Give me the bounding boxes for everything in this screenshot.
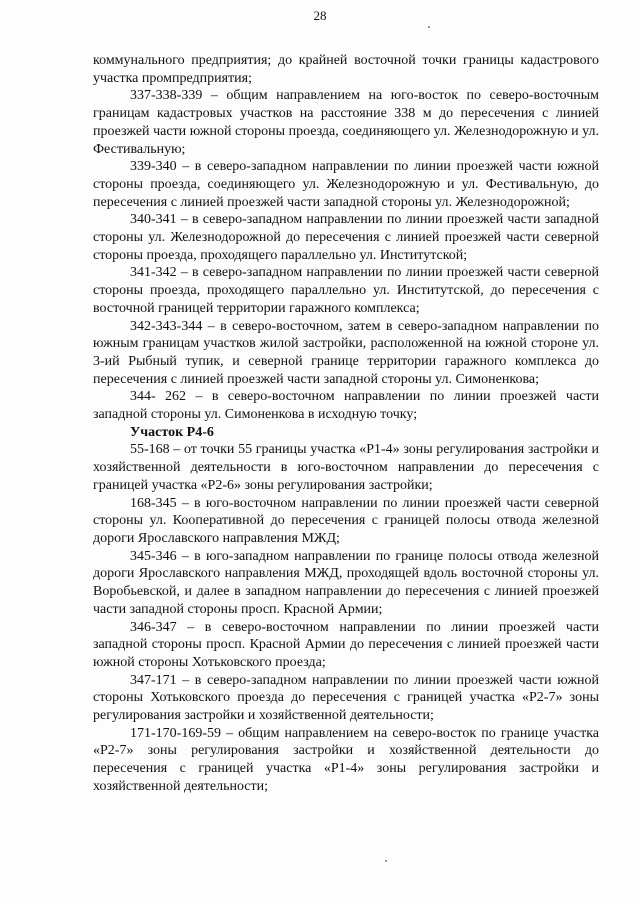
paragraph: 337-338-339 – общим направлением на юго-восток по северо-восточным границам кадастровых участков на расстояние 338 м до пересечения с линией проезжей части южной стороны проезда, соединяющего ул. Железнодорожную и ул. Фестивальную; <box>93 88 599 157</box>
page-number: 28 <box>313 8 327 23</box>
paragraph: 344- 262 – в северо-восточном направлении по линии проезжей части западной стороны ул. Симоненкова в исходную точку; <box>93 389 599 423</box>
paragraph: 339-340 – в северо-западном направлении по линии проезжей части южной стороны проезда, соединяющего ул. Железнодорожную и ул. Фестивальную, до пересечения с линией проезжей части западной стороны ул. Железнодорожной; <box>93 159 599 210</box>
paragraph: 340-341 – в северо-западном направлении по линии проезжей части западной стороны ул. Железнодорожной до пересечения с линией проезжей части северной стороны проезда, проходящего параллельно ул. Институтской; <box>93 212 599 263</box>
document-body <box>93 52 599 796</box>
paragraph: 171-170-169-59 – общим направлением на северо-восток по границе участка «Р2-7» зоны регулирования застройки и хозяйственной деятельности до пересечения с границей участка «Р1-4» зоны регулирования застройки и хозяйственной деятельности; <box>93 725 599 794</box>
paragraph: 345-346 – в юго-западном направлении по границе полосы отвода железной дороги Ярославского направления МЖД, проходящей вдоль восточной стороны ул. Воробьевской, и далее в западном направлении до пересечения с линией проезжей части западной стороны просп. Красной Армии; <box>93 548 599 617</box>
paragraph: 346-347 – в северо-восточном направлении по линии проезжей части западной стороны просп. Красной Армии до пересечения с линией проезжей части южной стороны Хотьковского проезда; <box>93 619 599 670</box>
scan-speck <box>385 860 387 862</box>
paragraph: коммунального предприятия; до крайней восточной точки границы кадастрового участка промпредприятия; <box>93 53 599 86</box>
section-heading: Участок Р4-6 <box>130 424 214 440</box>
paragraph: 168-345 – в юго-восточном направлении по линии проезжей части северной стороны ул. Кооперативной до пересечения с границей полосы отвода железной дороги Ярославского направления МЖД; <box>93 495 599 546</box>
scan-speck <box>428 26 430 28</box>
paragraph: 347-171 – в северо-западном направлении по линии проезжей части южной стороны Хотьковского проезда до пересечения с границей участка «Р2-7» зоны регулирования застройки и хозяйственной деятельности; <box>93 672 599 724</box>
paragraph: 55-168 – от точки 55 границы участка «Р1-4» зоны регулирования застройки и хозяйственной деятельности в юго-восточном направлении до пересечения с границей участка «Р2-6» зоны регулирования застройки; <box>93 442 599 493</box>
paragraph: 341-342 – в северо-западном направлении по линии проезжей части северной стороны проезда, проходящего параллельно ул. Институтской, до пересечения с восточной границей территории гаражного комплекса; <box>93 265 599 316</box>
paragraph: 342-343-344 – в северо-восточном, затем в северо-западном направлении по южным границам участков жилой застройки, расположенной на южной стороне ул. 3-ий Рыбный тупик, и северной границе территории гаражного комплекса до пересечения с линией проезжей части западной стороны ул. Симоненкова; <box>93 318 599 387</box>
